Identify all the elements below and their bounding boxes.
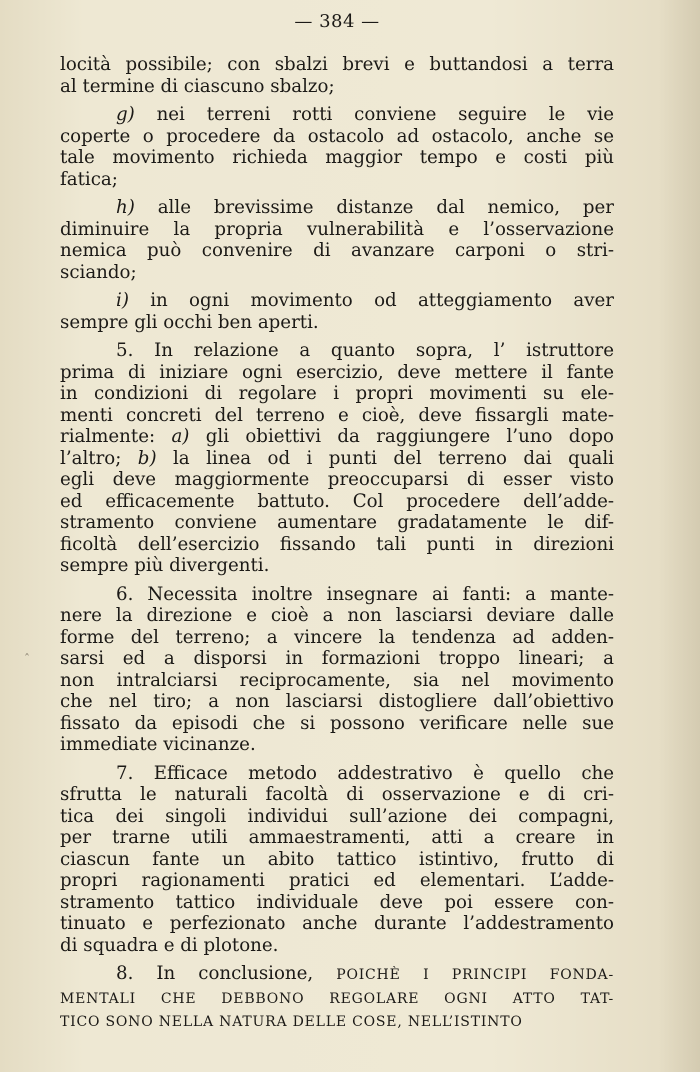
text-line: fissato da episodi che si possono verificare nelle sue [60, 712, 614, 734]
text-line: sempre gli occhi ben aperti. [60, 311, 319, 333]
text-line: diminuire la propria vulnerabilità e l’osservazione [60, 218, 614, 240]
text-line: stramento tattico individuale deve poi essere con- [60, 891, 614, 913]
text-line: forme del terreno; a vincere la tendenza ad adden- [60, 626, 614, 648]
text-line: stramento conviene aumentare gradatamente le dif- [60, 512, 614, 533]
paragraph-item-h [60, 197, 614, 283]
paragraph-continuation [60, 54, 614, 97]
text-line: i) in ogni movimento od atteggiamento aver [116, 290, 614, 311]
text-line: 8. In conclusione, POICHÈ I PRINCIPI FONDA- [116, 963, 614, 984]
text-line: ed efficacemente battuto. Col procedere dell’adde- [60, 490, 614, 512]
paper-speck: ˆ [24, 652, 30, 666]
text-line: nere la direzione e cioè a non lasciarsi deviare dalle [60, 605, 614, 626]
text-line: sciando; [60, 261, 137, 283]
text-line: 7. Efficace metodo addestrativo è quello che [116, 762, 614, 784]
text-line: 6. Necessita inoltre insegnare ai fanti: a mante- [116, 583, 614, 605]
paragraph-item-g [60, 104, 614, 190]
text-line: sempre più divergenti. [60, 555, 270, 576]
text-line: per trarne utili ammaestramenti, atti a creare in [60, 827, 614, 848]
text-line: TICO SONO NELLA NATURA DELLE COSE, NELL’ISTINTO [60, 1014, 523, 1030]
text-line: rialmente: a) gli obiettivi da raggiungere l’uno dopo [60, 426, 614, 447]
text-line: g) nei terreni rotti conviene seguire le vie [116, 104, 614, 125]
text-line: tica dei singoli individui sull’azione dei compagni, [60, 805, 614, 827]
text-line: egli deve maggiormente preoccuparsi di esser visto [60, 469, 614, 490]
text-line: di squadra e di plotone. [60, 934, 279, 956]
text-line: al termine di ciascuno sbalzo; [60, 75, 335, 97]
text-line: 5. In relazione a quanto sopra, l’ istruttore [116, 340, 614, 361]
text-line: immediate vicinanze. [60, 734, 256, 755]
paragraph-para-8 [60, 963, 614, 1034]
paragraph-para-5 [60, 340, 614, 577]
text-line: coperte o procedere da ostacolo ad ostacolo, anche se [60, 125, 614, 147]
text-line: locità possibile; con sbalzi brevi e buttandosi a terra [60, 54, 614, 75]
text-line: prima di iniziare ogni esercizio, deve mettere il fante [60, 361, 614, 383]
text-line: h) alle brevissime distanze dal nemico, per [116, 197, 614, 218]
text-line: non intralciarsi reciprocamente, sia nel movimento [60, 669, 614, 691]
text-line: in condizioni di regolare i propri movimenti su ele- [60, 383, 614, 404]
text-line: menti concreti del terreno e cioè, deve fissargli mate- [60, 404, 614, 426]
text-line: tale movimento richieda maggior tempo e costi più [60, 147, 614, 168]
body-text [60, 54, 614, 1034]
text-line: ciascun fante un abito tattico istintivo, frutto di [60, 848, 614, 870]
page-number: — 384 — [294, 11, 380, 32]
text-line: tinuato e perfezionato anche durante l’addestramento [60, 913, 614, 934]
paragraph-para-7 [60, 763, 614, 957]
text-line: nemica può convenire di avanzare carponi o stri- [60, 240, 614, 261]
text-line: sfrutta le naturali facoltà di osservazione e di cri- [60, 784, 614, 805]
text-line: MENTALI CHE DEBBONO REGOLARE OGNI ATTO TAT- [60, 990, 614, 1007]
text-line: ficoltà dell’esercizio fissando tali punti in direzioni [60, 533, 614, 555]
paragraph-para-6 [60, 584, 614, 756]
text-line: sarsi ed a disporsi in formazioni troppo lineari; a [60, 648, 614, 669]
text-line: che nel tiro; a non lasciarsi distogliere dall’obiettivo [60, 691, 614, 712]
text-line: fatica; [60, 168, 118, 190]
text-line: l’altro; b) la linea od i punti del terreno dai quali [60, 447, 615, 469]
text-line: propri ragionamenti pratici ed elementari. L’adde- [60, 870, 614, 891]
paragraph-item-i [60, 290, 614, 333]
